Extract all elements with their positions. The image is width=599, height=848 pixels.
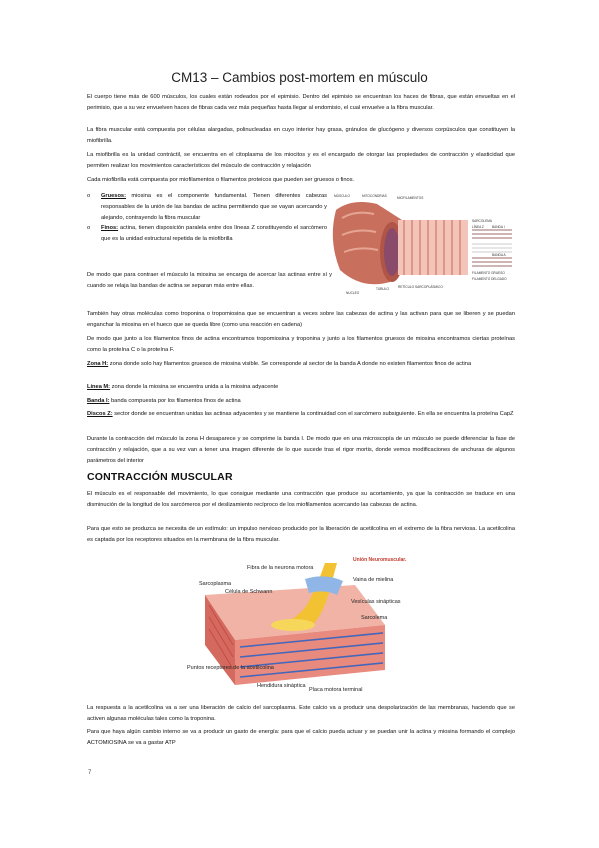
filament-list [87,191,327,245]
label-filamento-delgado: FILAMENTO DELGADO [472,277,507,281]
paragraph-proteinas: De modo que junto a los filamentos finos de actina encontramos tropomiosina y troponina y junto a los filamentos gruesos de miosina encontramos ciertas proteínas como la proteína C o la proteína F. [87,336,515,353]
desc-banda-i: banda compuesta por los filamentos finos de actina [109,398,241,404]
label-banda-i: BANDA I [492,225,505,229]
paragraph-miofilamentos: Cada miofibrilla está compuesta por miofilamentos o filamentos proteicos que pueden ser gruesos o finos. [87,177,355,183]
definition-zona-h [87,359,515,370]
desc-gruesos: miosina es el componente fundamental. Tienen diferentes cabezas responsables de la unión de las bandas de actina permitiendo que se vayan acercando y alejando, contrayendo la fibra muscular [101,193,327,221]
term-linea-m: Línea M: [87,384,111,390]
label-sarcoplasma: Sarcoplasma [199,581,232,587]
paragraph-miofibrilla: La miofibrilla es la unidad contráctil, se encuentra en el citoplasma de los miocitos y es el encargado de otorgar las propiedades de contracción y elasticidad que permiten realizar los movimientos característicos del músculo de contracción y relajación [87,152,515,169]
desc-linea-m: zona donde la miosina se encuentra unida a la miosina adyacente [110,384,279,390]
label-hendidura: Hendidura sináptica [257,683,306,689]
definition-linea-m [87,382,515,393]
label-miofilamentos: MIOFILAMENTOS [397,196,424,200]
label-vaina-mielina: Vaina de mielina [353,577,394,583]
label-linea-z: LÍNEA Z [472,225,484,229]
bullet-marker: o [87,225,91,232]
paragraph-acetilcolina: La respuesta a la acetilcolina va a ser una liberación de calcio del sarcoplasma. Este calcio va a producir una despolarización de las membranas, haciendo que se activen algunas moléculas tales como la troponina. [87,705,515,722]
label-sarcolema: Sarcolema [361,615,388,621]
figure-title: Unión Neuromuscular. [353,557,407,563]
muscle-structure-figure [332,190,515,298]
term-banda-i: Banda I: [87,398,110,404]
paragraph-movimiento: El músculo es el responsable del movimiento, lo que consigue mediante una contracción que produce su acortamiento, ya que la contracción se traduce en una disminución de la longitud de los sarcómeros por el deslizamiento recíproco de los miofilamentos acercando las cabezas de actina. [87,491,515,508]
section-heading-contraccion: CONTRACCIÓN MUSCULAR [87,471,233,483]
term-discos-z: Discos Z: [87,411,113,417]
paragraph-troponina: También hay otras moléculas como troponina o tropomiosina que se encuentran a veces sobre las cabezas de actina y las activan para que se liberen y se puedan enganchar la miosina en el hueco que se queda libre (como una reacción en cadena) [87,311,515,328]
label-reticulo: RETÍCULO SARCOPLÁSMICO [398,285,443,289]
label-receptores: Puntos receptores de la acetilcolina [187,665,274,671]
label-fibra-neurona: Fibra de la neurona motora [247,565,314,571]
desc-discos-z: sector donde se encuentran unidas las actinas adyacentes y se mantiene la continuidad con el sarcómero subsiguiente. En ella se encuentra la proteína CapZ [112,411,514,417]
label-filamento-grueso: FILAMENTO GRUESO [472,271,505,275]
page-number: 7 [88,770,92,776]
label-tubulo: TÚBULO [376,287,389,291]
bullet-marker: o [87,193,91,199]
definition-banda-i [87,396,515,407]
list-item-finos [87,223,327,245]
paragraph-estimulo: Para que esto se produzca se necesita de un estímulo: un impulso nervioso producido por la liberación de acetilcolina en el extremo de la fibra nerviosa. La acetilcolina es captada por los receptores situados en la membrana de la fibra muscular. [87,526,515,543]
desc-finos: actina, tienen disposición paralela entre dos líneas Z constituyendo el sarcómero que es la unidad estructural repetida de la miofibrilla [101,225,327,243]
desc-zona-h: zona donde solo hay filamentos gruesos de miosina visible. Se corresponde al sector de la banda A donde no existen filamentos finos de actina [108,361,472,367]
paragraph-atp: Para que haya algún cambio interno se va a producir un gasto de energía: para que el calcio pueda actuar y se puedan unir la actina y miosina formando el complejo ACTOMIOSINA se va a gastar ATP [87,729,515,746]
label-schwann: Célula de Schwann [225,589,273,595]
label-banda-a: BANDA A [492,253,506,257]
term-gruesos: Gruesos: [101,193,126,199]
term-finos: Finos: [101,225,119,232]
term-zona-h: Zona H: [87,361,109,367]
label-nucleo: NUCLEO [346,291,360,295]
label-sarcolema: SARCOLEMA [472,219,493,223]
neuromuscular-junction-figure [185,555,415,695]
paragraph-fibra-muscular: La fibra muscular está compuesta por células alargadas, polinucleadas en cuyo interior hay grasa, gránulos de glucógeno y diversos corpúsculos que constituyen la miofibrilla. [87,127,515,144]
paragraph-rigor-mortis: Durante la contracción del músculo la zona H desaparece y se comprime la banda I. De modo que en una microscopía de un músculo se puede diferenciar la fase de contracción y relajación, que a su vez van a tener una imagen diferente de lo que sucede tras el rigor mortis, donde vemos modificaciones de anchuras de algunos parámetros del interior [87,436,515,464]
paragraph-epimisio: El cuerpo tiene más de 600 músculos, los cuales están rodeados por el epimisio. Dentro del epimisio se encuentran los haces de fibras, que están envueltas en el perimisio, que a su vez envuelven haces de fibras cada vez más pequeñas hasta llegar al endomisio, el cual envuelve a la fibra muscular. [87,94,515,111]
page-title: CM13 – Cambios post-mortem en músculo [171,70,428,85]
label-musculo: MÚSCULO [334,194,350,198]
paragraph-contraccion-miosina: De modo que para contraer el músculo la miosina se encarga de acercar las actinas entre sí y cuando se relaja las bandas de actina se separan más entre ellas. [87,272,332,289]
definition-discos-z [87,409,515,420]
label-mitocondrias: MITOCONDRIAS [362,194,387,198]
list-item-gruesos [87,191,327,223]
label-vesiculas: Vesículas sinápticas [351,599,401,605]
label-placa-motora: Placa motora terminal [309,687,363,693]
